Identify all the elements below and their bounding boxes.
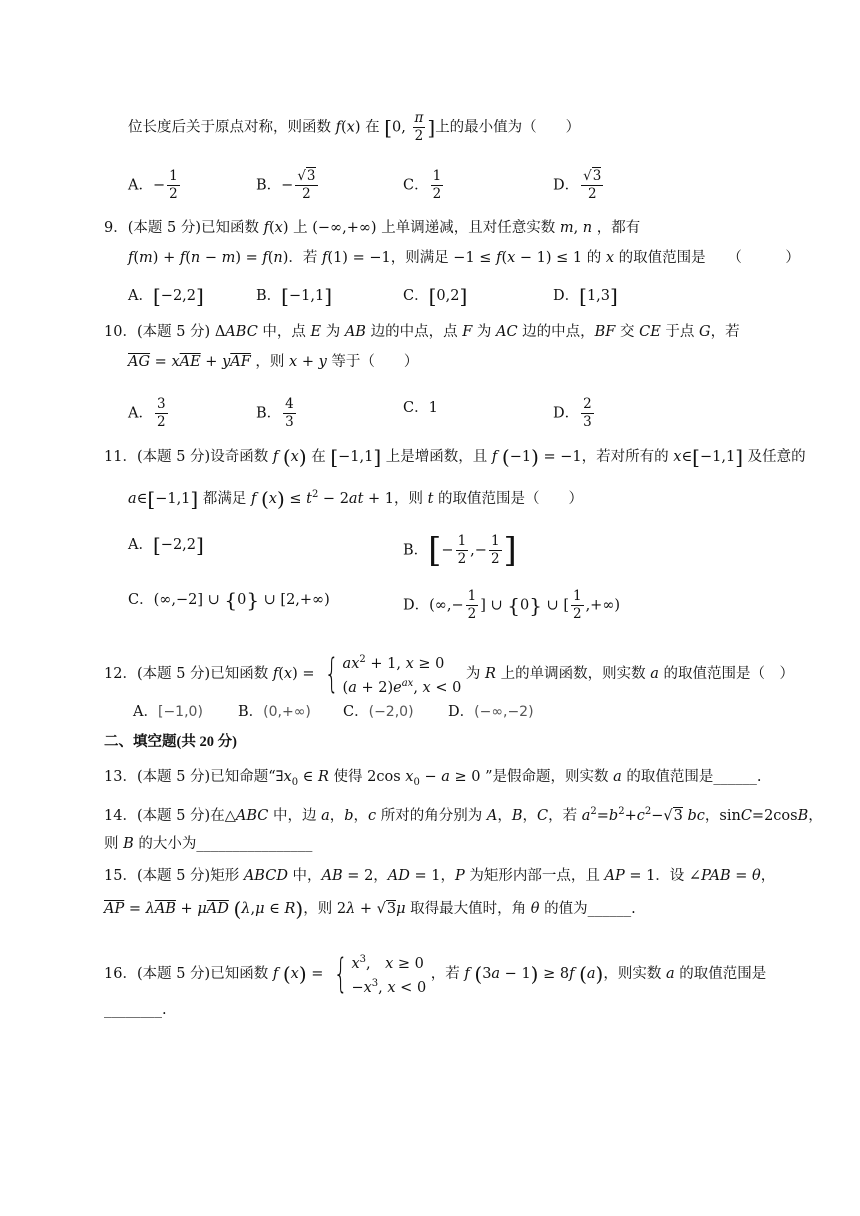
q10-option-a: A． $\frac{3}{2}$ — [128, 396, 166, 430]
q8-option-d: D． $\frac{√3}{2}$ — [553, 168, 602, 202]
q12-option-c: C．(−2,0) — [343, 704, 414, 720]
q9-option-c: C．[0,2] — [403, 284, 468, 308]
q12-option-b: B．(0,+∞) — [238, 704, 311, 720]
q9-stem-line2: f(m) + f(n − m) = f(n)．若 f(1) = −1，则满足 −1 ≤ f(x − 1) ≤ 1 的 x 的取值范围是 （ ） — [128, 250, 800, 266]
q11-option-c: C．(∞,−2] ∪ {0} ∪ [2,+∞) — [128, 588, 330, 612]
q11-stem-line1: 11．(本题 5 分)设奇函数 f (x) 在 [−1,1] 上是增函数，且 f (−1) = −1，若对所有的 x∈[−1,1] 及任意的 — [104, 445, 806, 469]
q8-stem-tail: 位长度后关于原点对称，则函数 f(x) 在 [0, $\frac{\pi}{2}$ ]上的最小值为（ ） — [128, 110, 581, 144]
q14-stem-line1: 14．(本题 5 分)在△ABC 中，边 a，b，c 所对的角分别为 A，B，C，若 $a^2=b^2+c^2-√3$ bc，sinC=2cosB， — [104, 806, 823, 824]
q11-option-b: B．[− $\frac{1}{2}$ ,− $\frac{1}{2}$ ] — [403, 530, 517, 571]
q9-option-a: A．[−2,2] — [128, 284, 204, 308]
q14-stem-line2: 则 B 的大小为________________ — [104, 836, 313, 852]
q9-stem-line1: 9．(本题 5 分)已知函数 f(x) 上 (−∞,+∞) 上单调递减，且对任意实数 m, n ，都有 — [104, 220, 641, 236]
q11-option-d: D．(∞,− $\frac{1}{2}$ ] ∪ {0} ∪ [ $\frac{1}{2}$ ,+∞) — [403, 588, 621, 622]
q9-option-b: B．[−1,1] — [256, 284, 332, 308]
q16-stem-line1: 16．(本题 5 分)已知函数 f (x) = { $x^3$, x ≥ 0 $-x^3$, x < 0 ，若 f (3a − 1) ≥ 8f (a)，则实数 a 的取值范围是 — [104, 950, 767, 997]
q11-stem-line2: a∈[−1,1] 都满足 f $(x) \le t^2 - 2at + 1$，则 t 的取值范围是（ ） — [128, 486, 584, 511]
q12-option-a: A．[−1,0) — [133, 704, 203, 720]
q12-option-d: D．(−∞,−2) — [448, 704, 534, 720]
q12-stem: 12．(本题 5 分)已知函数 f(x) = { $ax^2 + 1$, x ≥ 0 $(a + 2)e^{ax}$, x < 0 为 R 上的单调函数，则实数 a 的取值范围是（ ） — [104, 650, 794, 697]
q10-stem-line1: 10．(本题 5 分) ΔABC 中，点 E 为 AB 边的中点，点 F 为 AC 边的中点，BF 交 CE 于点 G，若 — [104, 324, 740, 340]
q8-option-c: C． $\frac{1}{2}$ — [403, 168, 442, 202]
q10-stem-line2: $\overline{AG} = x\overline{AE} + y\overline{AF}$ ，则 x + y 等于（ ） — [128, 354, 419, 370]
q16-piecewise: { $x^3$, x ≥ 0 $-x^3$, x < 0 — [333, 950, 427, 997]
q8-option-b: B．− $\frac{√3}{2}$ — [256, 168, 316, 202]
section-2-heading: 二、填空题(共 20 分) — [104, 734, 237, 750]
q13-stem: 13．(本题 5 分)已知命题“$\exists x_0$ ∈ R 使得 2cos $x_0 - a \ge 0$ ”是假命题，则实数 a 的取值范围是______. — [104, 769, 762, 788]
q10-option-d: D． $\frac{2}{3}$ — [553, 396, 592, 430]
q10-option-b: B． $\frac{4}{3}$ — [256, 396, 294, 430]
q11-option-a: A．[−2,2] — [128, 533, 204, 557]
q8-option-a: A．− $\frac{1}{2}$ — [128, 168, 178, 202]
q15-stem-line1: 15．(本题 5 分)矩形 ABCD 中，AB = 2，AD = 1，P 为矩形内部一点，且 AP = 1．设 ∠PAB = θ， — [104, 868, 776, 884]
q15-stem-line2: $\overline{AP} = \lambda\overline{AB} + \mu\overline{AD}$ (λ,μ ∈ R)，则 2λ + √3μ 取得最大值时，角 θ 的值为______. — [104, 897, 636, 921]
q10-option-c: C．1 — [403, 400, 438, 416]
q16-stem-line2: ________. — [104, 1002, 167, 1018]
q9-option-d: D．[1,3] — [553, 284, 618, 308]
q12-piecewise: { $ax^2 + 1$, x ≥ 0 $(a + 2)e^{ax}$, x < 0 — [324, 650, 462, 697]
